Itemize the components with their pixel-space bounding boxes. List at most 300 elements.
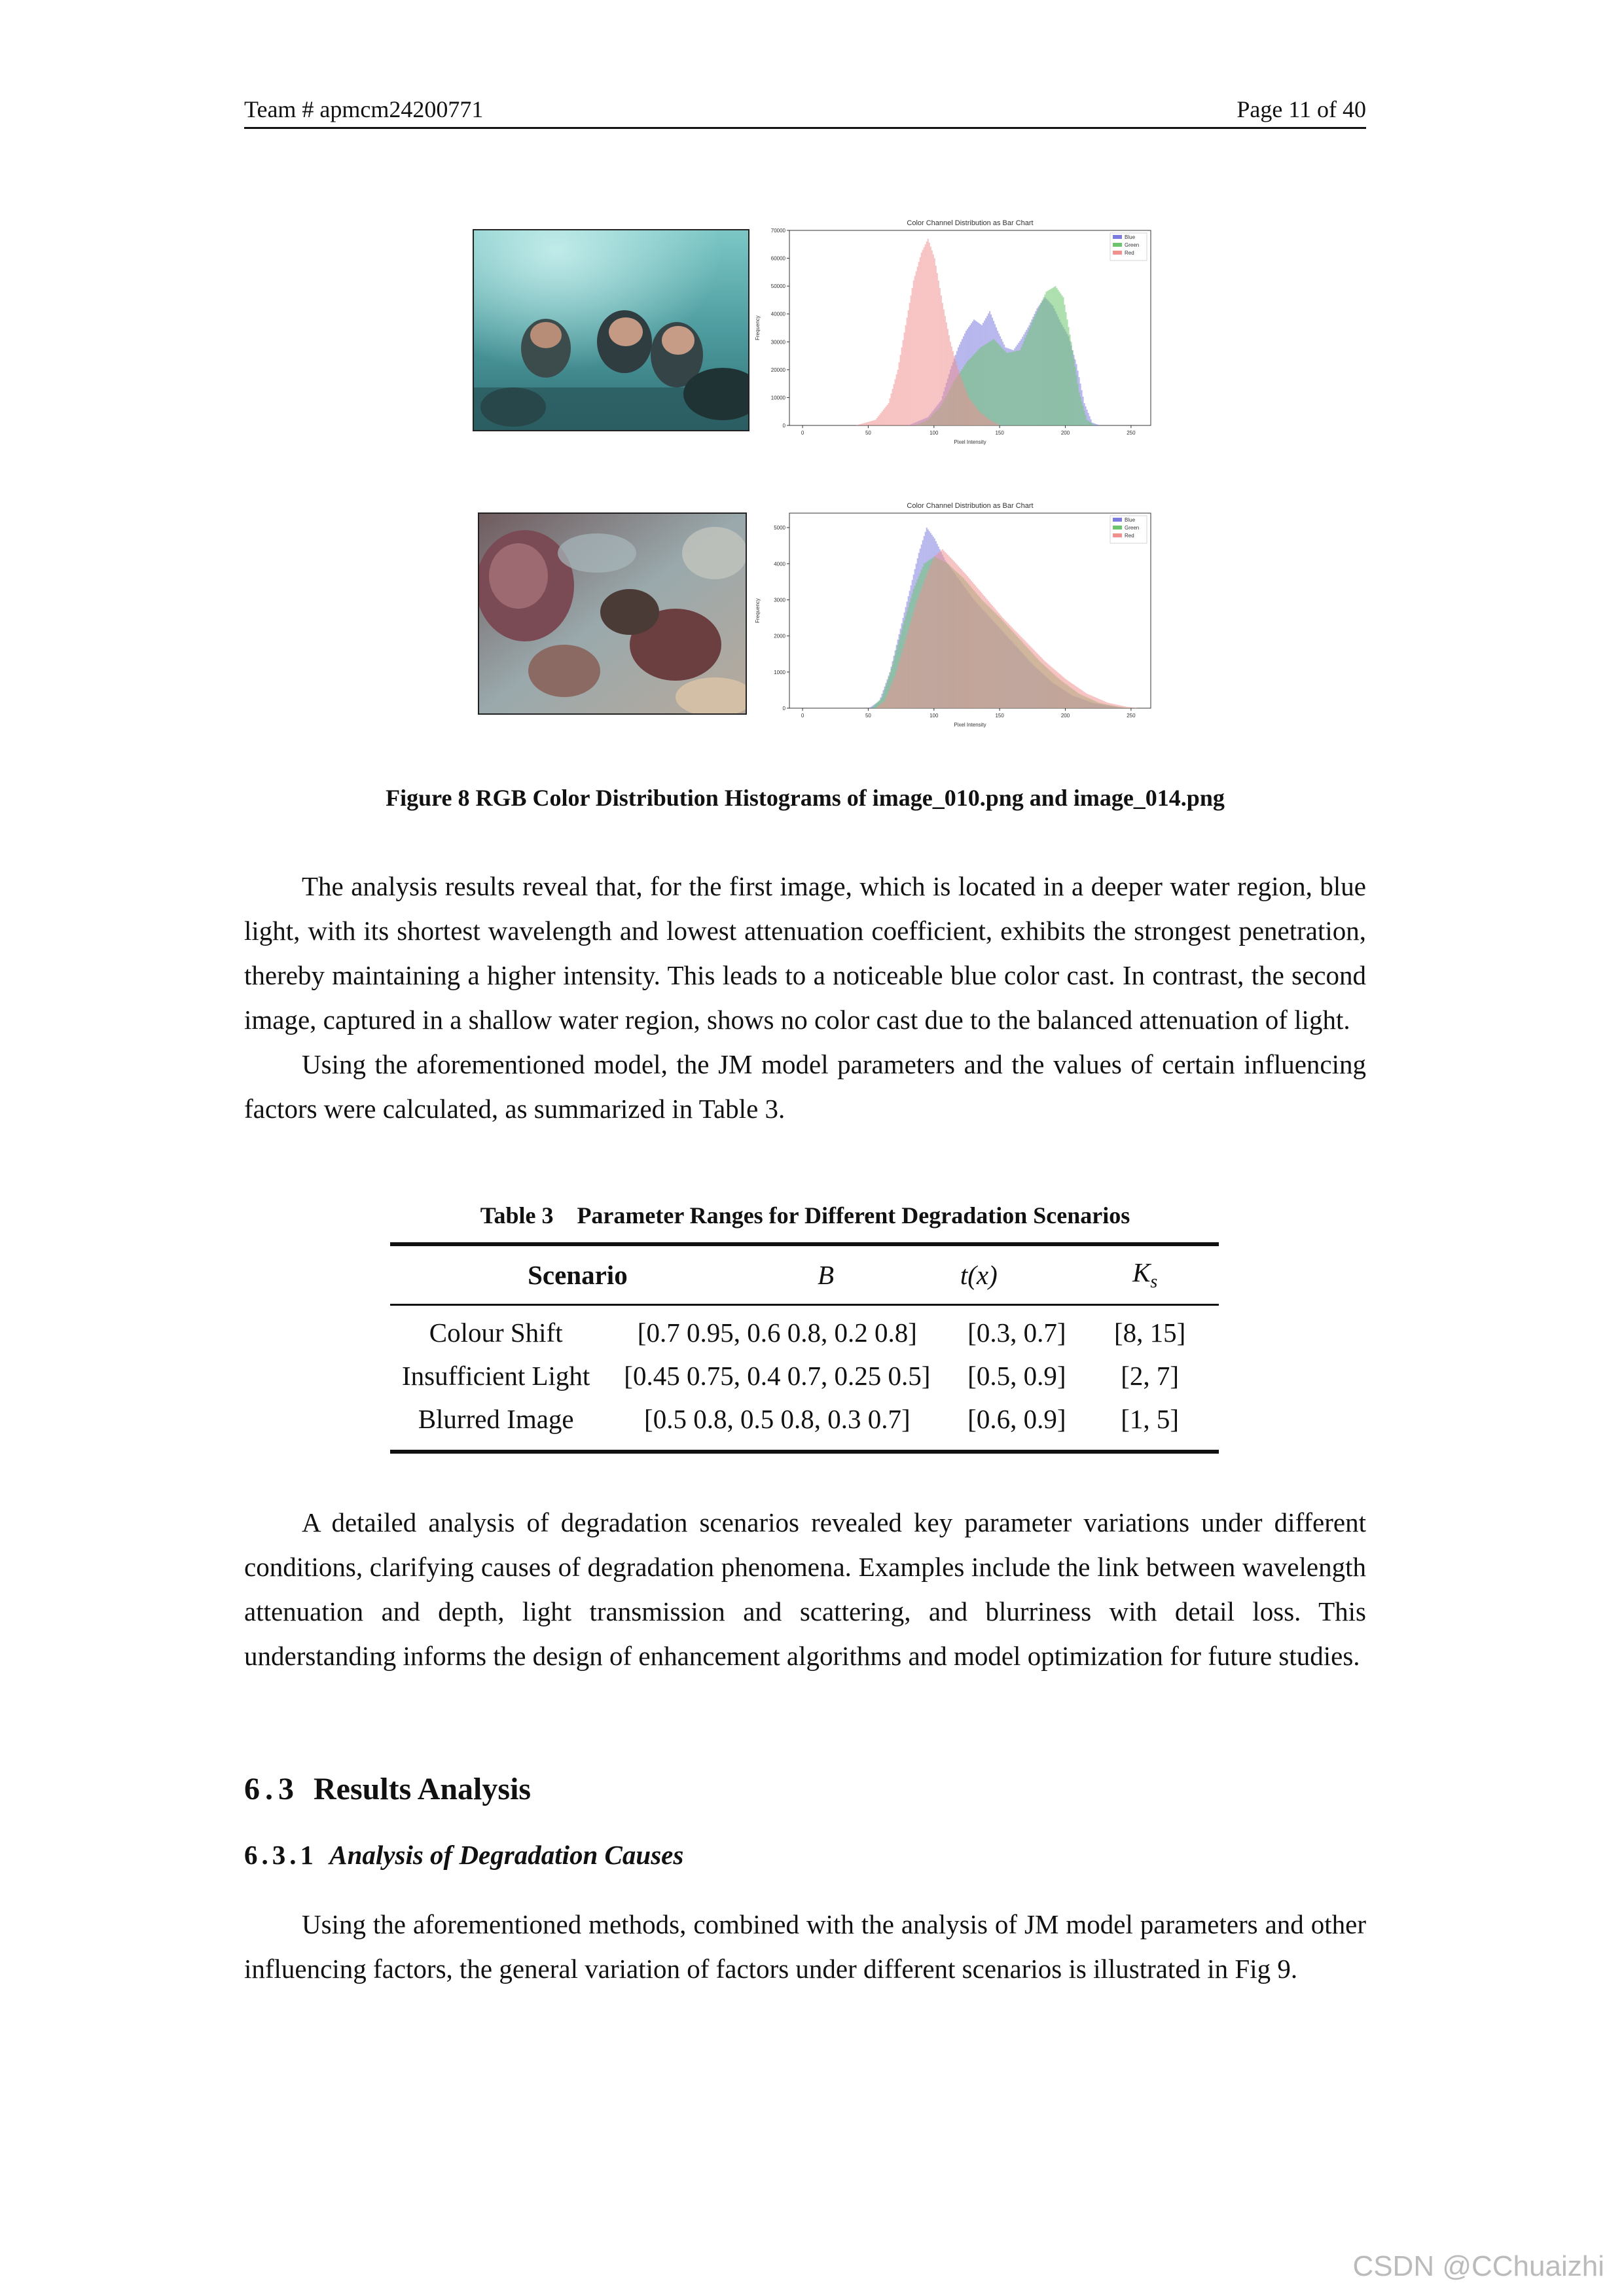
bar-red (1049, 666, 1051, 708)
bar-green (1044, 295, 1045, 425)
bar-green (1063, 297, 1064, 425)
bar-red (929, 569, 930, 708)
x-tick-label: 250 (1127, 430, 1136, 436)
bar-red (1053, 669, 1055, 708)
bar-red (947, 554, 948, 708)
bar-red (1052, 668, 1053, 708)
bar-red (1036, 653, 1038, 708)
bar-green (1028, 329, 1030, 425)
bar-red (976, 587, 977, 708)
bar-red (913, 281, 914, 425)
bar-red (967, 576, 968, 708)
bar-green (1015, 351, 1017, 425)
bar-green (1010, 352, 1011, 425)
bar-green (997, 343, 998, 425)
bar-red (973, 584, 975, 708)
x-tick-label: 0 (801, 430, 804, 436)
bar-red (872, 421, 873, 425)
bar-red (969, 399, 971, 425)
bar-red (933, 560, 934, 708)
bar-red (951, 346, 952, 425)
bar-red (1101, 700, 1102, 708)
body-paragraphs-top (244, 864, 1366, 1131)
x-tick-label: 0 (801, 713, 804, 719)
bar-red (1084, 692, 1085, 708)
bar-red (1001, 617, 1002, 708)
bar-red (943, 550, 945, 708)
bar-red (990, 421, 992, 425)
bar-red (989, 602, 990, 708)
bar-red (878, 415, 880, 425)
bar-green (1041, 300, 1043, 425)
bar-green (990, 341, 992, 425)
y-tick-label: 5000 (774, 525, 785, 531)
bar-red (1113, 704, 1114, 708)
bar-red (1091, 696, 1092, 708)
bar-red (904, 644, 905, 708)
y-tick-label: 10000 (770, 395, 785, 401)
bar-red (946, 322, 947, 425)
header-ks (1071, 1246, 1219, 1304)
legend-swatch-blue (1113, 235, 1122, 239)
bar-red (861, 423, 863, 425)
bar-red (955, 361, 956, 425)
header-scenario: Scenario (528, 1260, 628, 1290)
bar-red (988, 601, 989, 708)
bar-green (1058, 292, 1060, 425)
bar-red (1097, 698, 1098, 708)
bar-red (884, 701, 886, 708)
bar-red (1058, 673, 1060, 708)
bar-red (924, 247, 925, 425)
bar-red (971, 581, 972, 708)
bar-red (1015, 632, 1017, 708)
y-tick-label: 50000 (770, 283, 785, 290)
chart-legend (1110, 233, 1147, 260)
bar-red (964, 573, 965, 708)
watermark: CSDN @CChuaizhi (1352, 2250, 1604, 2282)
bar-red (924, 582, 925, 708)
bar-red (979, 590, 980, 708)
bar-red (916, 603, 917, 708)
bar-red (1024, 641, 1026, 708)
bar-red (922, 585, 924, 708)
y-tick-label: 20000 (770, 367, 785, 373)
bar-red (876, 418, 877, 425)
bar-red (907, 317, 908, 425)
bar-red (967, 394, 968, 425)
bar-green (1043, 297, 1044, 425)
bar-red (931, 562, 933, 708)
bar-red (875, 420, 876, 425)
bar-green (993, 339, 994, 425)
bar-green (1032, 319, 1034, 425)
cell-ks: [2, 7] (1121, 1361, 1180, 1391)
bar-red (918, 596, 920, 708)
bar-red (908, 310, 909, 425)
bar-red (868, 422, 869, 425)
bar-red (946, 553, 947, 708)
bar-red (1047, 664, 1048, 708)
bar-red (1105, 702, 1106, 708)
x-axis-label: Pixel Intensity (954, 439, 986, 445)
bar-red (911, 622, 912, 708)
bar-red (942, 549, 943, 708)
bar-red (968, 397, 969, 425)
figure-image-coral (478, 512, 747, 715)
bar-red (893, 384, 895, 425)
bar-red (983, 595, 984, 708)
bar-red (917, 600, 918, 708)
bar-red (938, 281, 939, 425)
bar-red (997, 424, 998, 425)
chart-title: Color Channel Distribution as Bar Chart (907, 502, 1034, 510)
bar-red (922, 250, 924, 425)
bar-red (996, 423, 997, 425)
bar-red (996, 610, 997, 708)
bar-red (905, 325, 907, 425)
bar-red (920, 592, 921, 708)
bar-green (1055, 286, 1056, 425)
bar-red (937, 554, 938, 708)
body-paragraph-degradation (244, 1500, 1366, 1678)
bar-red (905, 639, 907, 708)
cell-scenario: Blurred Image (418, 1404, 574, 1434)
bar-red (1089, 695, 1091, 708)
bar-red (952, 560, 954, 708)
bar-green (1017, 351, 1018, 425)
legend-label-red: Red (1125, 533, 1134, 539)
bar-green (1089, 422, 1091, 425)
chart-title: Color Channel Distribution as Bar Chart (907, 219, 1034, 227)
bar-green (1067, 319, 1068, 425)
bar-red (1070, 682, 1071, 708)
bar-red (956, 564, 958, 708)
bar-green (1003, 350, 1005, 425)
bar-red (960, 569, 962, 708)
bar-red (865, 422, 867, 425)
histogram-chart-1 (750, 216, 1156, 455)
bar-red (939, 288, 941, 425)
bar-red (921, 589, 922, 708)
bar-red (1006, 622, 1007, 708)
bar-red (1098, 699, 1100, 708)
bar-red (928, 571, 929, 708)
bar-red (1045, 662, 1047, 708)
bar-red (934, 259, 935, 425)
paragraph-analysis-results: The analysis results reveal that, for the first image, which is located in a deeper water region, blue light, with its shortest wavelength and lowest attenuation coefficient, exhibits the strongest penetration, thereby maintaining a higher intensity. This leads to a noticeable blue color cast. In contrast, the second image, captured in a shallow water region, shows no color cast due to the balanced attenuation of light. (244, 871, 1366, 1035)
bar-red (1030, 646, 1031, 708)
bar-red (1126, 707, 1127, 708)
bar-red (1110, 704, 1111, 708)
bar-red (883, 410, 884, 425)
cell-tx: [0.3, 0.7] (967, 1318, 1066, 1348)
bar-red (959, 567, 960, 708)
bar-red (1028, 645, 1030, 708)
bar-red (1128, 707, 1130, 708)
bar-red (963, 571, 964, 708)
y-tick-label: 2000 (774, 633, 785, 639)
bar-green (1000, 346, 1001, 425)
bar-red (913, 613, 914, 708)
cell-tx: [0.5, 0.9] (967, 1361, 1066, 1391)
bar-red (893, 679, 895, 708)
bar-red (962, 380, 963, 425)
table-bottom-rule (390, 1450, 1219, 1454)
legend-swatch-blue (1113, 518, 1122, 522)
cell-scenario: Colour Shift (429, 1318, 563, 1348)
bar-red (1048, 664, 1049, 708)
bar-red (1102, 700, 1104, 708)
bar-red (900, 355, 901, 425)
header-b-label: B (817, 1260, 835, 1290)
bar-green (1085, 415, 1087, 425)
legend-swatch-green (1113, 526, 1122, 529)
legend-label-green: Green (1125, 242, 1140, 248)
header-b (765, 1246, 886, 1304)
bar-red (972, 403, 973, 425)
bar-red (895, 675, 896, 708)
bar-red (1057, 673, 1058, 708)
subsection-number: 6.3.1 (244, 1840, 317, 1870)
bar-green (986, 343, 988, 425)
header-ks-label: K (1132, 1257, 1151, 1288)
bar-red (1085, 693, 1087, 708)
bar-red (1118, 705, 1119, 708)
bar-red (1080, 689, 1081, 708)
bar-red (958, 566, 959, 708)
bar-red (1081, 690, 1083, 708)
legend-swatch-red (1113, 533, 1122, 537)
bar-red (1032, 649, 1034, 708)
bar-red (877, 416, 878, 425)
bar-red (890, 689, 891, 708)
bar-green (1007, 353, 1009, 425)
x-tick-label: 150 (995, 713, 1004, 719)
x-tick-label: 150 (995, 430, 1004, 436)
histogram-chart-2 (750, 499, 1156, 738)
bar-green (1075, 367, 1076, 425)
bar-red (938, 553, 939, 708)
bar-red (993, 607, 994, 708)
y-axis-label: Frequency (755, 598, 761, 623)
paragraph-degradation-analysis: A detailed analysis of degradation scenarios revealed key parameter variations under different conditions, clarifying causes of degradation phenomena. Examples include the link between wavelength attenuation and depth, light transmission and scattering, and blurriness with detail loss. This understanding informs the design of enhancement algorithms and model optimization for future studies. (244, 1507, 1366, 1671)
bar-red (942, 303, 943, 425)
bar-red (1019, 636, 1020, 708)
bar-red (912, 617, 913, 708)
bar-red (994, 609, 996, 708)
bar-green (1009, 352, 1010, 425)
bar-red (926, 575, 928, 708)
bar-green (1005, 351, 1006, 425)
header-rule (244, 127, 1366, 129)
bar-green (985, 344, 986, 425)
bar-red (950, 558, 951, 708)
bar-red (1038, 655, 1039, 708)
bar-red (981, 593, 983, 708)
x-tick-label: 50 (865, 713, 871, 719)
bar-green (1036, 311, 1038, 425)
bar-red (975, 406, 976, 425)
bar-green (998, 345, 1000, 425)
bar-red (1123, 706, 1125, 708)
bar-red (1055, 670, 1056, 708)
bar-red (1072, 684, 1074, 708)
bar-red (930, 247, 931, 425)
bar-green (1020, 347, 1022, 425)
bar-green (1070, 334, 1071, 425)
bar-red (1040, 657, 1041, 708)
bar-red (998, 613, 1000, 708)
bar-red (926, 242, 928, 425)
bar-blue (1094, 423, 1096, 425)
bar-green (1079, 392, 1080, 425)
bar-red (959, 373, 960, 425)
bar-red (1074, 685, 1075, 708)
legend-swatch-red (1113, 251, 1122, 255)
bar-red (884, 408, 886, 425)
bar-red (1043, 660, 1044, 708)
bar-red (1125, 706, 1126, 708)
bar-red (955, 563, 956, 708)
header-team: Team # apmcm24200771 (244, 96, 484, 122)
bar-red (956, 365, 958, 425)
bar-red (867, 422, 868, 425)
bar-red (954, 356, 955, 425)
bar-red (977, 410, 979, 425)
bar-red (948, 335, 950, 425)
bar-red (979, 412, 980, 425)
bar-green (1031, 323, 1032, 425)
bar-red (909, 303, 911, 425)
bar-green (1092, 423, 1093, 425)
subsection-heading (244, 1839, 683, 1871)
bar-green (1011, 352, 1013, 425)
bar-red (901, 348, 903, 425)
x-axis-label: Pixel Intensity (954, 722, 986, 728)
bar-green (875, 704, 876, 708)
bar-green (1052, 288, 1053, 425)
bar-red (1005, 620, 1006, 708)
bar-red (907, 635, 908, 708)
bar-red (1011, 628, 1013, 708)
bar-red (911, 295, 912, 425)
bar-red (1060, 675, 1061, 708)
bar-red (1051, 667, 1052, 708)
bar-red (1010, 626, 1011, 708)
bar-red (1076, 687, 1077, 708)
table-caption: Table 3 Parameter Ranges for Different Degradation Scenarios (480, 1202, 1130, 1229)
bar-red (921, 253, 922, 425)
bar-red (925, 244, 926, 425)
bar-red (890, 399, 891, 425)
bar-red (981, 414, 983, 425)
bar-red (1027, 643, 1028, 708)
bar-red (973, 404, 975, 425)
bar-red (1035, 652, 1036, 708)
bar-red (1013, 629, 1014, 708)
bar-red (1083, 691, 1084, 708)
bar-red (1071, 683, 1072, 708)
subsection-title: Analysis of Degradation Causes (329, 1840, 684, 1870)
table-mid-rule (390, 1304, 1219, 1306)
bar-red (980, 412, 981, 425)
bar-red (984, 596, 985, 708)
cell-b: [0.45 0.75, 0.4 0.7, 0.25 0.5] (624, 1361, 931, 1391)
bar-green (1062, 295, 1063, 425)
y-tick-label: 3000 (774, 597, 785, 603)
cell-tx: [0.6, 0.9] (967, 1404, 1066, 1434)
chart-legend (1110, 516, 1147, 543)
cell-ks: [8, 15] (1114, 1318, 1186, 1348)
bar-red (1092, 696, 1093, 708)
bar-green (994, 340, 996, 425)
bar-red (1063, 677, 1064, 708)
bar-green (1076, 375, 1077, 425)
table-row (390, 1354, 1219, 1397)
bar-red (887, 404, 888, 425)
bar-red (1039, 656, 1040, 708)
bar-red (947, 329, 948, 425)
bar-red (948, 556, 950, 708)
section-heading (244, 1771, 531, 1807)
bar-green (984, 345, 985, 425)
bar-red (909, 626, 911, 708)
bar-green (1072, 350, 1074, 425)
bar-red (859, 424, 860, 425)
bar-green (989, 342, 990, 425)
bar-red (985, 598, 986, 708)
bar-green (1068, 327, 1070, 425)
bar-green (1040, 303, 1041, 425)
bar-green (1047, 291, 1048, 425)
bar-green (1026, 335, 1027, 425)
bar-red (1077, 687, 1079, 708)
bar-green (1001, 348, 1002, 425)
bar-green (1057, 290, 1058, 425)
table-row (390, 1311, 1219, 1354)
bar-red (1067, 680, 1068, 708)
bar-red (930, 565, 931, 708)
bar-red (1075, 686, 1076, 708)
bar-red (1104, 701, 1105, 708)
bar-red (886, 406, 887, 425)
bar-red (928, 239, 929, 425)
bar-red (880, 413, 882, 425)
legend-label-red: Red (1125, 250, 1134, 256)
bar-red (1026, 642, 1027, 708)
bar-red (988, 419, 989, 425)
bar-green (1022, 344, 1023, 425)
bar-red (985, 417, 986, 425)
bar-red (1079, 689, 1080, 708)
bar-green (983, 346, 984, 425)
bar-red (878, 705, 880, 708)
bar-red (954, 562, 955, 708)
bar-red (876, 707, 877, 708)
bar-red (950, 342, 951, 425)
bar-red (993, 422, 994, 425)
bar-red (980, 592, 981, 708)
bar-green (1030, 326, 1031, 425)
bar-green (992, 340, 993, 425)
bar-red (960, 377, 962, 426)
bar-green (1083, 406, 1084, 425)
bar-red (1003, 619, 1005, 708)
bar-red (1127, 707, 1128, 708)
bar-red (1094, 697, 1096, 708)
parameter-table-rows (390, 1311, 1219, 1441)
